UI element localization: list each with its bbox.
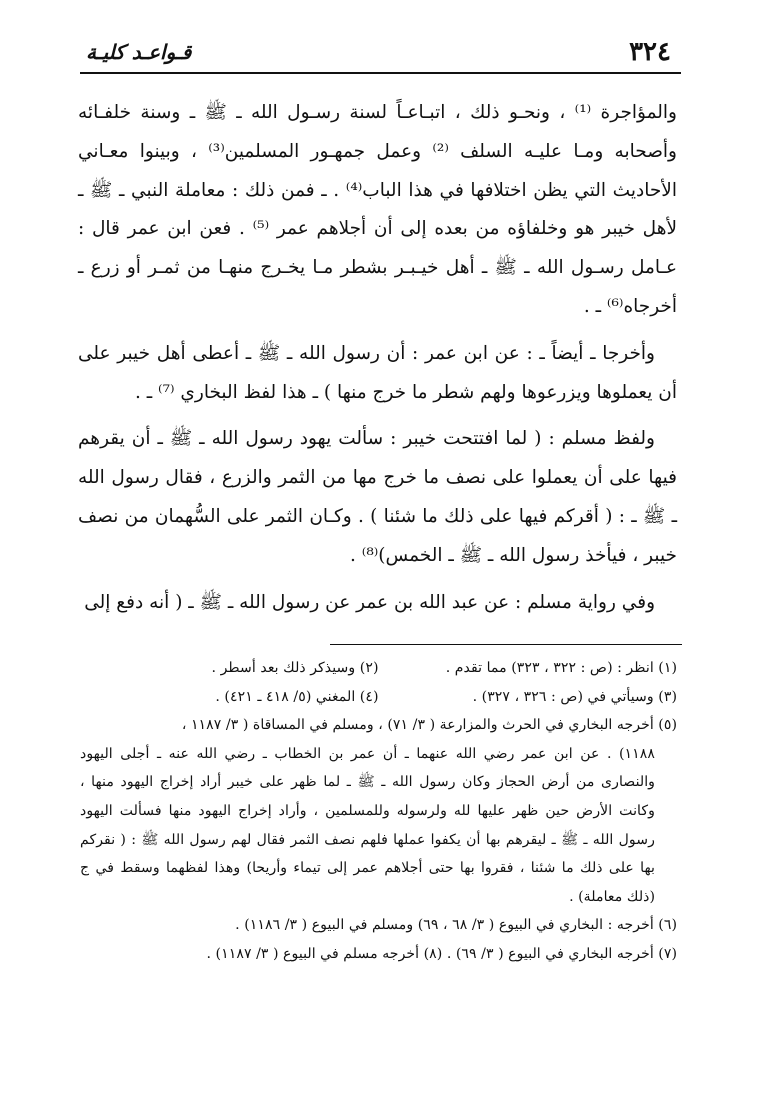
footnote-6: (٦) أخرجه : البخاري في البيوع ( ٣/ ٦٨ ، ٦٩) ومسلم في البيوع ( ٣/ ١١٨٦) . [235, 917, 677, 934]
running-title: قـواعـد كليـة [86, 40, 192, 64]
footnote-7-8: (٧) أخرجه البخاري في البيوع ( ٣/ ٦٩) . (٨) أخرجه مسلم في البيوع ( ٣/ ١١٨٧) . [206, 945, 677, 962]
paragraph-2: وأخرجا ـ أيضاً ـ : عن ابن عمر : أن رسول الله ـ ﷺ ـ أعطى أهل خيبر على أن يعملوها ويزرعوها ولهم شطر ما خرج منها ) ـ هذا لفظ البخاري ⁽⁷⁾ ـ . [78, 342, 677, 403]
footnote-3: (٣) وسيأتي في (ص : ٣٢٦ ، ٣٢٧) . [472, 688, 677, 705]
footnote-separator [330, 644, 682, 645]
footnote-row-2 [80, 683, 677, 712]
main-text [78, 94, 677, 630]
footnote-5-continued: ١١٨٨) . عن ابن عمر رضي الله عنهما ـ أن عمر بن الخطاب ـ رضي الله عنه ـ أجلى اليهود والنصارى من أرض الحجاز وكان رسول الله ـ ﷺ ـ لما ظهر على خيبر أراد إخراج اليهود منها ، وكانت الأرض حين ظهر عليها لله ولرسوله وللمسلمين ، وأراد إخراج اليهود منها فسألت اليهود رسول الله ـ ﷺ ـ ليقرهم بها أن يكفوا عملها فلهم نصف الثمر فقال لهم رسول الله ﷺ : ( نقركم بها على ذلك ما شئنا ، فقروا بها حتى أجلاهم عمر إلى تيماء وأريحا) وهذا لفظهما وسقط في ج (ذلك معاملة) . [80, 745, 655, 905]
footnote-row-1 [80, 654, 677, 683]
footnote-5-line1: (٥) أخرجه البخاري في الحرث والمزارعة ( ٣/ ٧١) ، ومسلم في المساقاة ( ٣/ ١١٨٧ ، [181, 717, 677, 734]
paragraph-4: وفي رواية مسلم : عن عبد الله بن عمر عن رسول الله ـ ﷺ ـ ( أنه دفع إلى [84, 591, 655, 613]
footnote-4: (٤) المغني (٥/ ٤١٨ ـ ٤٢١) . [215, 688, 379, 705]
footnote-2: (٢) وسيذكر ذلك بعد أسطر . [211, 660, 379, 676]
paragraph-1: والمؤاجرة ⁽¹⁾ ، ونحـو ذلك ، اتبـاعـاً لسنة رسـول الله ـ ﷺ ـ وسنة خلفـائه وأصحابه ومـا عليـه السلف ⁽²⁾ وعمل جمهـور المسلمين⁽³⁾ ، وبينوا معـاني الأحاديث التي يظن اختلافها في هذا الباب⁽⁴⁾ . ـ فمن ذلك : معاملة النبي ـ ﷺ ـ لأهل خيبر هو وخلفاؤه من بعده إلى أن أجلاهم عمر ⁽⁵⁾ . فعن ابن عمر قال : عـامل رسـول الله ـ ﷺ ـ أهل خيـبـر بشطر مـا يخـرج منهـا من ثمـر أو زرع ـ أخرجاه⁽⁶⁾ ـ . [78, 102, 677, 317]
footnote-1: (١) انظر : (ص : ٣٢٢ ، ٣٢٣) مما تقدم . [445, 660, 677, 676]
page-number: ٣٢٤ [629, 37, 671, 67]
paragraph-3: ولفظ مسلم : ( لما افتتحت خيبر : سألت يهود رسول الله ـ ﷺ ـ أن يقرهم فيها على أن يعملوا على نصف ما خرج مها من الثمر والزرع ، فقال رسول الله ـ ﷺ ـ : ( أقركم فيها على ذلك ما شئنا ) . وكـان الثمر على السُّهمان من نصف خيبر ، فيأخذ رسول الله ـ ﷺ ـ الخمس)⁽⁸⁾ . [78, 428, 677, 566]
footnotes [80, 654, 677, 969]
page-header [80, 28, 681, 74]
